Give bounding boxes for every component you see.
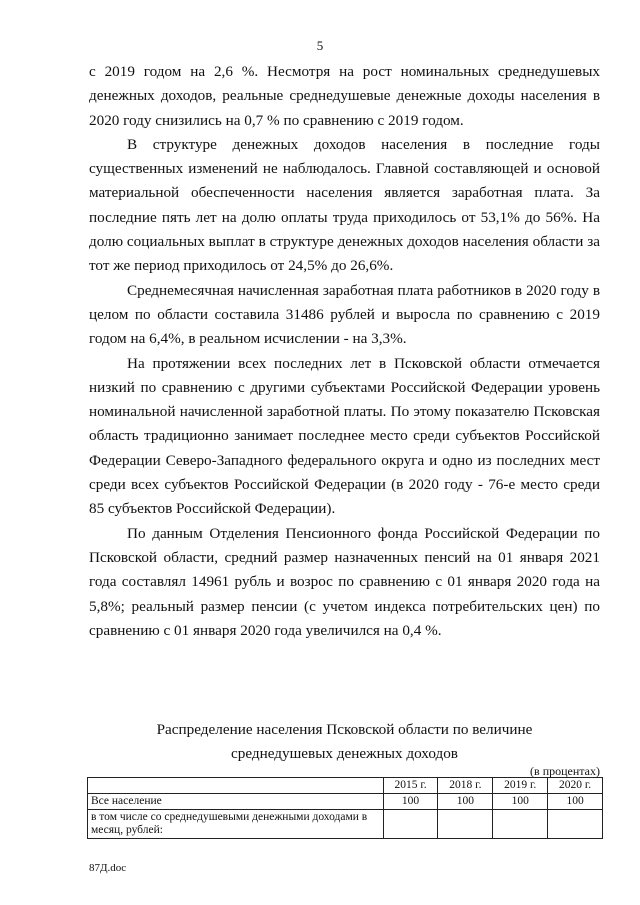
paragraph-3: Среднемесячная начисленная заработная плата работников в 2020 году в целом по области составила 31486 рублей и выросла по сравнению с 2019 годом на 6,4%, в реальном исчислении - на 3,3%.	[89, 281, 600, 348]
body-text	[89, 60, 600, 643]
table-header-row	[88, 778, 603, 794]
table-cell: 100	[548, 794, 603, 810]
table-header-cell: 2015 г.	[383, 778, 438, 794]
table-cell	[383, 810, 438, 839]
table-header-cell: 2020 г.	[548, 778, 603, 794]
page-number: 5	[316, 38, 324, 53]
footer-filename: 87Д.doc	[89, 862, 127, 874]
paragraph-2: В структуре денежных доходов населения в последние годы существенных изменений не наблюдалось. Главной составляющей и основой материальной обеспеченности населения является заработная плата. За последние пять лет на долю оплаты труда приходилось от 53,1% до 56%. На долю социальных выплат в структуре денежных доходов населения области за тот же период приходилось от 24,5% до 26,6%.	[89, 135, 600, 275]
table-cell: 100	[493, 794, 548, 810]
table-title	[89, 718, 600, 766]
income-distribution-table	[87, 777, 603, 839]
table-cell	[548, 810, 603, 839]
table-row	[88, 794, 603, 810]
table-cell: 100	[438, 794, 493, 810]
table-row	[88, 810, 603, 839]
table-row-label: Все население	[88, 794, 384, 810]
table-cell	[493, 810, 548, 839]
table-header-cell: 2018 г.	[438, 778, 493, 794]
table-title-line-2: среднедушевых денежных доходов	[231, 745, 458, 762]
paragraph-5: По данным Отделения Пенсионного фонда Российской Федерации по Псковской области, средний размер назначенных пенсий на 01 января 2021 года составлял 14961 рубль и возрос по сравнению с 01 января 2020 года на 5,8%; реальный размер пенсии (с учетом индекса потребительских цен) по сравнению с 01 января 2020 года увеличился на 0,4 %.	[89, 524, 600, 639]
table-row-label: в том числе со среднедушевыми денежными доходами в месяц, рублей:	[88, 810, 384, 839]
paragraph-4: На протяжении всех последних лет в Псковской области отмечается низкий по сравнению с другими субъектами Российской Федерации уровень номинальной начисленной заработной платы. По этому показателю Псковская область традиционно занимает последнее место среди субъектов Российской Федерации Северо-Западного федерального округа и одно из последних мест среди всех субъектов Российской Федерации (в 2020 году - 76-е место среди 85 субъектов Российской Федерации).	[89, 354, 600, 518]
table-cell: 100	[383, 794, 438, 810]
paragraph-1: с 2019 годом на 2,6 %. Несмотря на рост номинальных среднедушевых денежных доходов, реальные среднедушевые денежные доходы населения в 2020 году снизились на 0,7 % по сравнению с 2019 годом.	[89, 63, 600, 129]
table-header-cell	[88, 778, 384, 794]
table-title-line-1: Распределение населения Псковской области по величине	[156, 721, 533, 738]
table-cell	[438, 810, 493, 839]
table-units: (в процентах)	[530, 764, 600, 778]
table-header-cell: 2019 г.	[493, 778, 548, 794]
